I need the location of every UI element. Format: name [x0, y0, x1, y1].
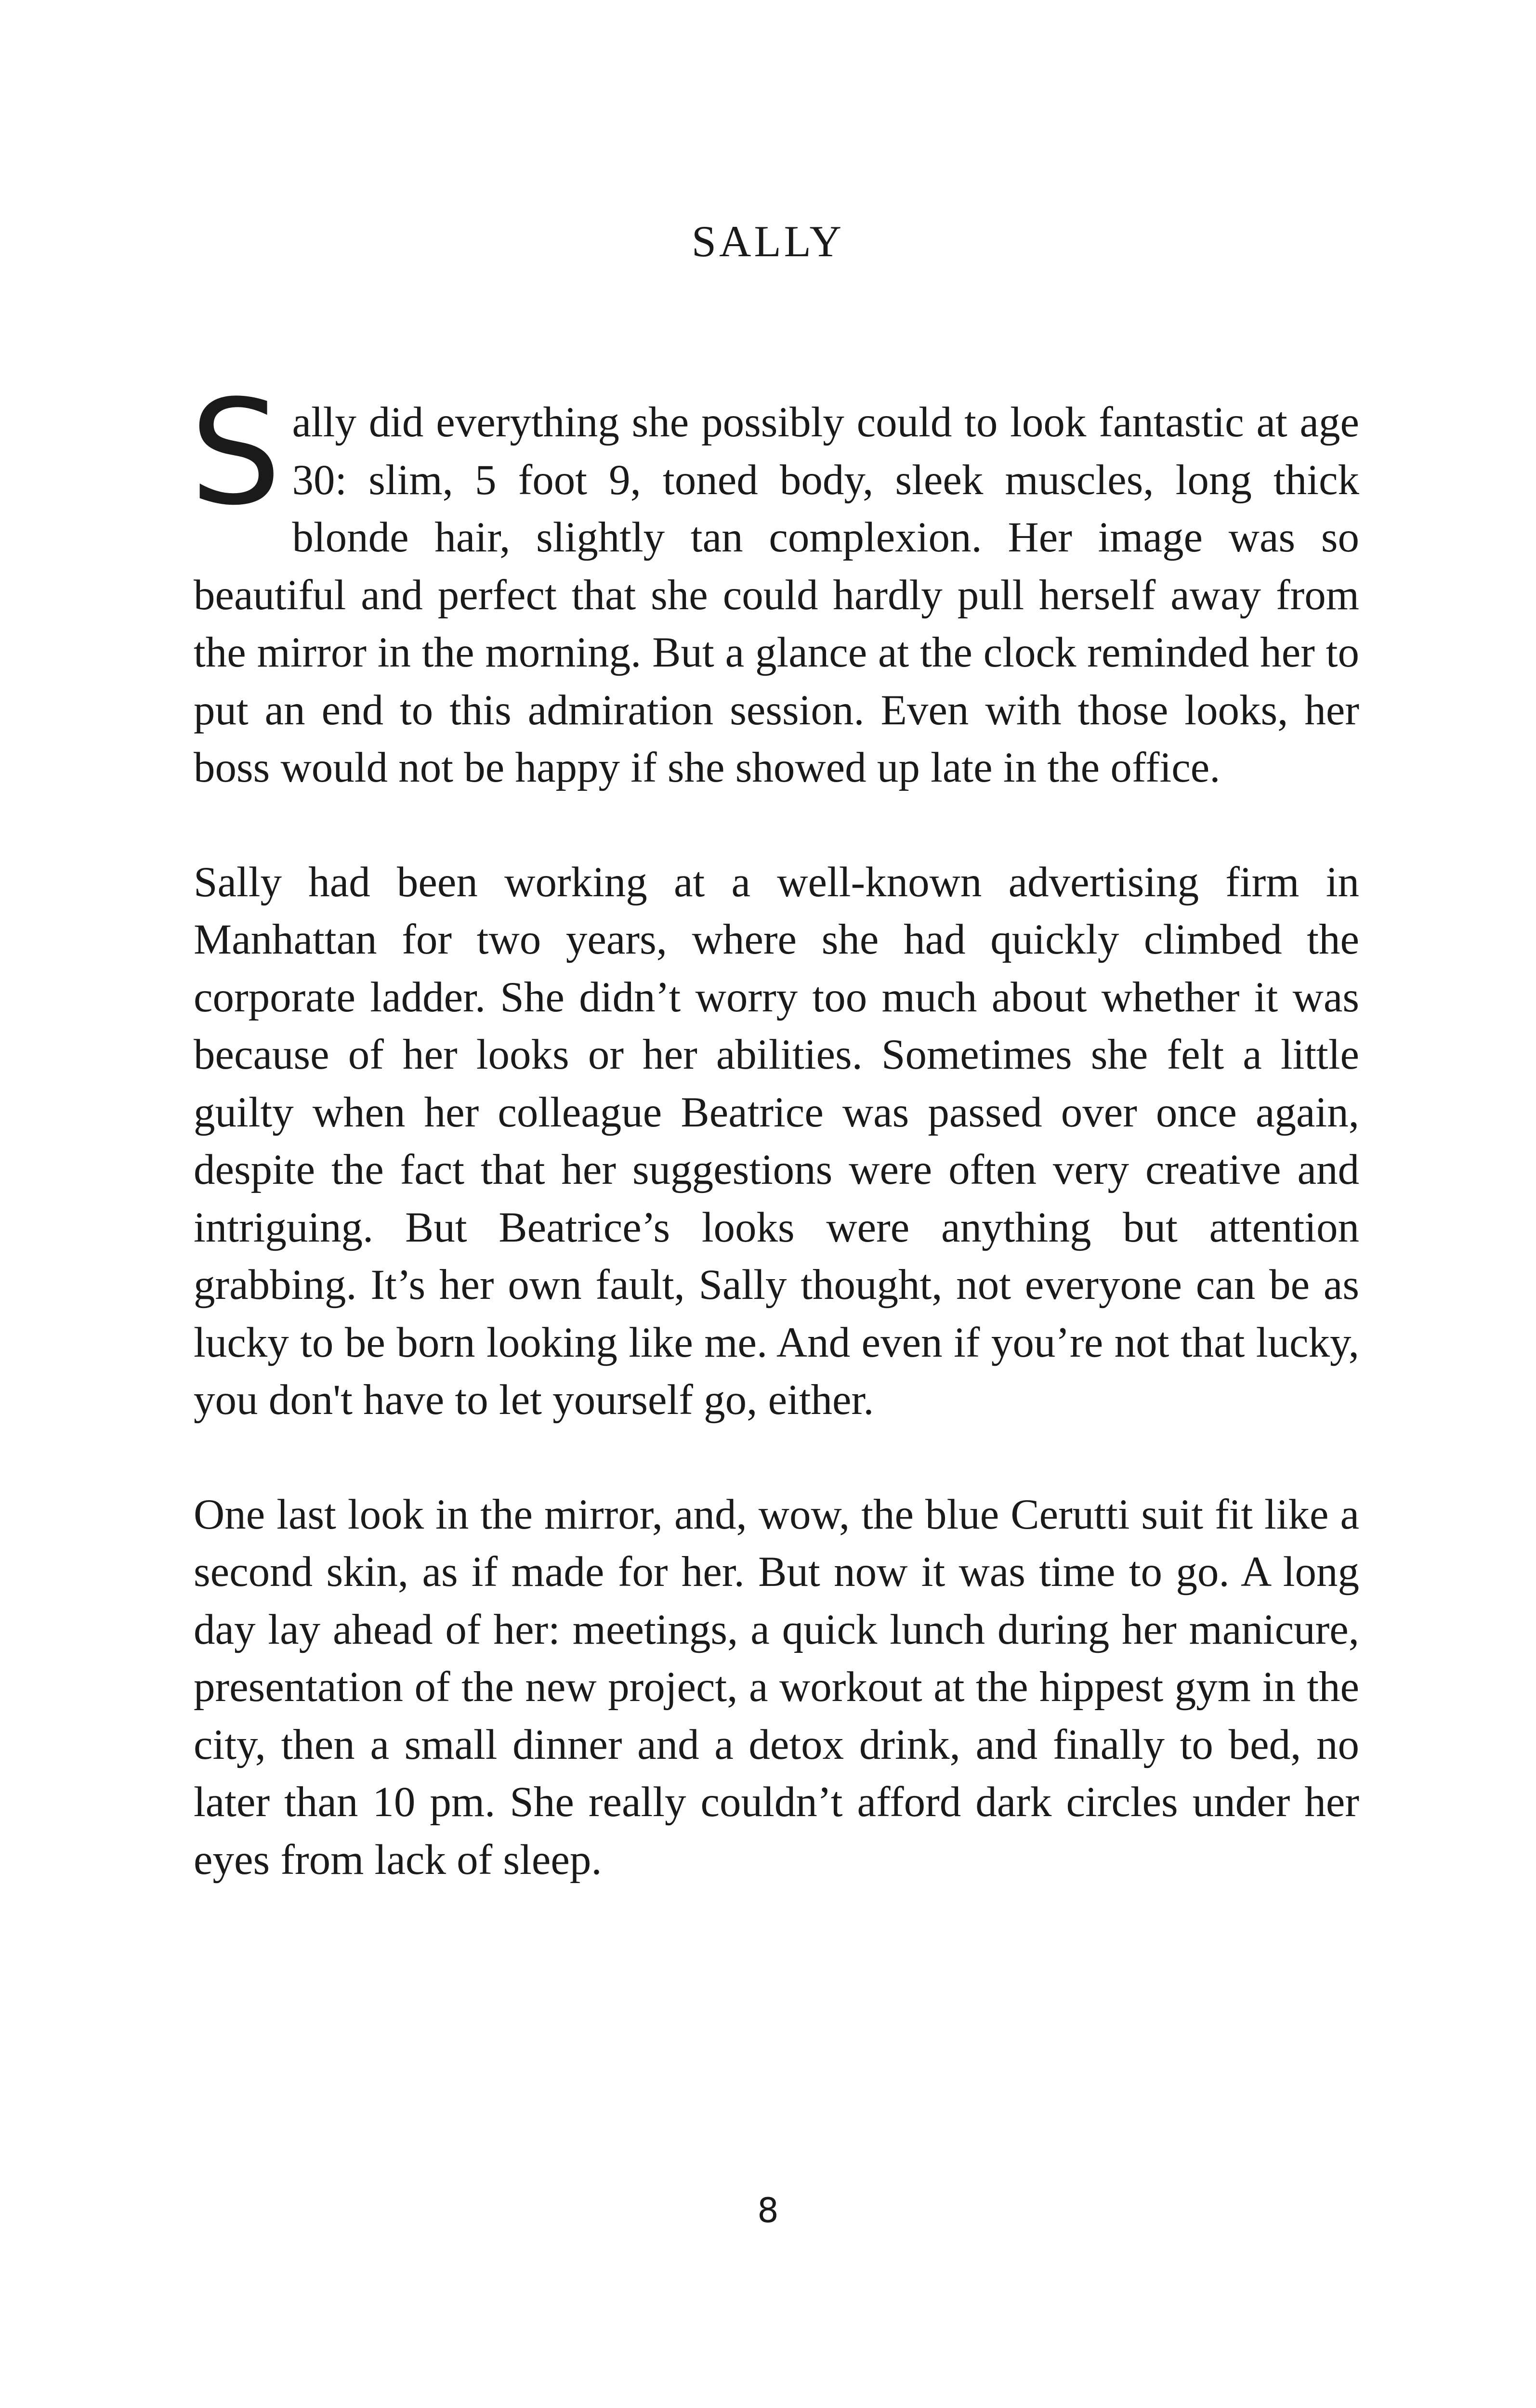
drop-cap: S — [190, 369, 282, 537]
chapter-body — [190, 369, 1359, 1946]
chapter-title: SALLY — [691, 217, 845, 266]
paragraph-3: One last look in the mirror, and, wow, the blue Cerutti suit fit like a second skin, as if made for her. But now it was time to go. A long day lay ahead of her: meetings, a quick lunch during her manicure, presentation of the new project, a workout at the hippest gym in the city, then a small dinner and a detox drink, and finally to bed, no later than 10 pm. She really couldn’t afford dark circles under her eyes from lack of sleep. — [194, 1491, 1359, 1884]
paragraph-2: Sally had been working at a well-known advertising firm in Manhattan for two years, where she had quickly climbed the corporate ladder. She didn’t worry too much about whether it was because of her looks or her abilities. Sometimes she felt a little guilty when her colleague Beatrice was passed over once again, despite the fact that her suggestions were often very creative and intriguing. But Beatrice’s looks were anything but attention grabbing. It’s her own fault, Sally thought, not everyone can be as lucky to be born looking like me. And even if you’re not that lucky, you don't have to let yourself go, either. — [194, 858, 1359, 1424]
page-number: 8 — [757, 2191, 779, 2230]
paragraph-1 — [190, 369, 1359, 797]
paragraph-1-text: ally did everything she possibly could to look fantastic at age 30: slim, 5 foot 9, toned body, sleek muscles, long thick blonde hair, slightly tan complexion. Her image was so beautiful and perfect that she could hardly pull herself away from the mirror in the morning. But a glance at the clock reminded her to put an end to this admiration session. Even with those looks, her boss would not be happy if she showed up late in the office. — [194, 399, 1359, 791]
